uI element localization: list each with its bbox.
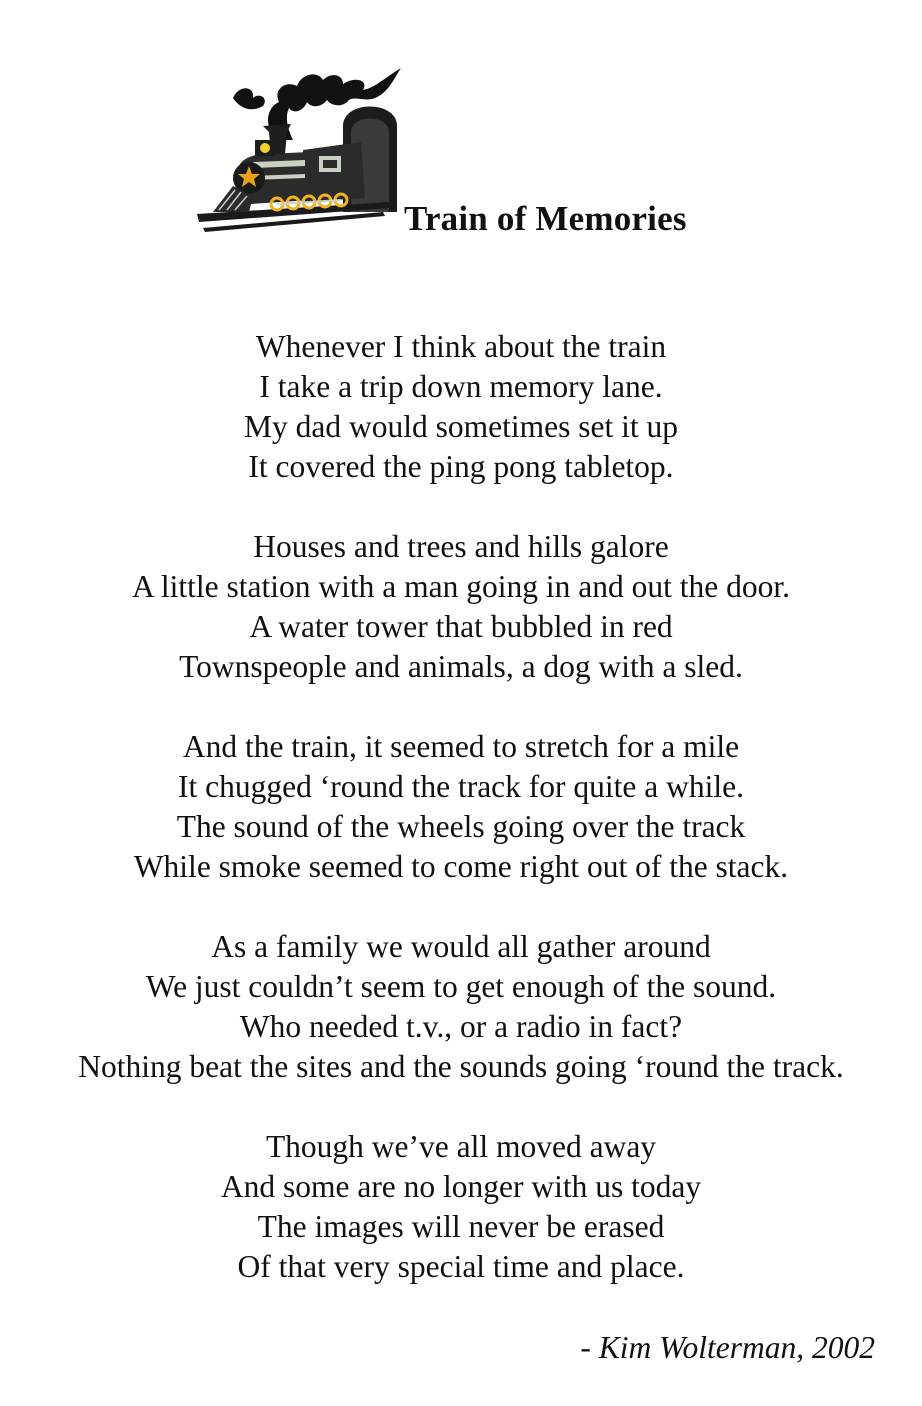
headlamp [260, 143, 270, 153]
poem-line: Townspeople and animals, a dog with a sled. [179, 649, 743, 684]
stanza [0, 527, 922, 687]
poem-line: My dad would sometimes set it up [244, 409, 678, 444]
poem-line: Of that very special time and place. [237, 1249, 685, 1284]
poem-line: A water tower that bubbled in red [249, 609, 673, 644]
stanza [0, 727, 922, 887]
poem-line: While smoke seemed to come right out of the stack. [133, 849, 789, 884]
poem-line: Who needed t.v., or a radio in fact? [239, 1009, 683, 1044]
poem-line: Nothing beat the sites and the sounds going ‘round the track. [78, 1049, 844, 1084]
poem-line: Houses and trees and hills galore [253, 529, 669, 564]
poem-line: Though we’ve all moved away [265, 1129, 657, 1164]
poem-body [0, 327, 922, 1327]
poem-line: We just couldn’t seem to get enough of the sound. [145, 969, 777, 1004]
poem-line: It covered the ping pong tabletop. [248, 449, 674, 484]
stanza [0, 327, 922, 487]
poem-line: A little station with a man going in and out the door. [132, 569, 790, 604]
poem-line: And some are no longer with us today [220, 1169, 702, 1204]
stanza [0, 1127, 922, 1287]
poem-line: I take a trip down memory lane. [259, 369, 663, 404]
poem-line: Whenever I think about the train [255, 329, 667, 364]
poem-line: As a family we would all gather around [211, 929, 711, 964]
author-attribution: - Kim Wolterman, 2002 [580, 1330, 875, 1365]
poem-title: Train of Memories [404, 199, 687, 238]
poem-line: The sound of the wheels going over the track [176, 809, 746, 844]
poem-line: It chugged ‘round the track for quite a while. [178, 769, 744, 804]
steam-locomotive-icon [193, 62, 405, 234]
stanza [0, 927, 922, 1087]
poem-line: And the train, it seemed to stretch for a mile [182, 729, 740, 764]
poem-line: The images will never be erased [257, 1209, 665, 1244]
